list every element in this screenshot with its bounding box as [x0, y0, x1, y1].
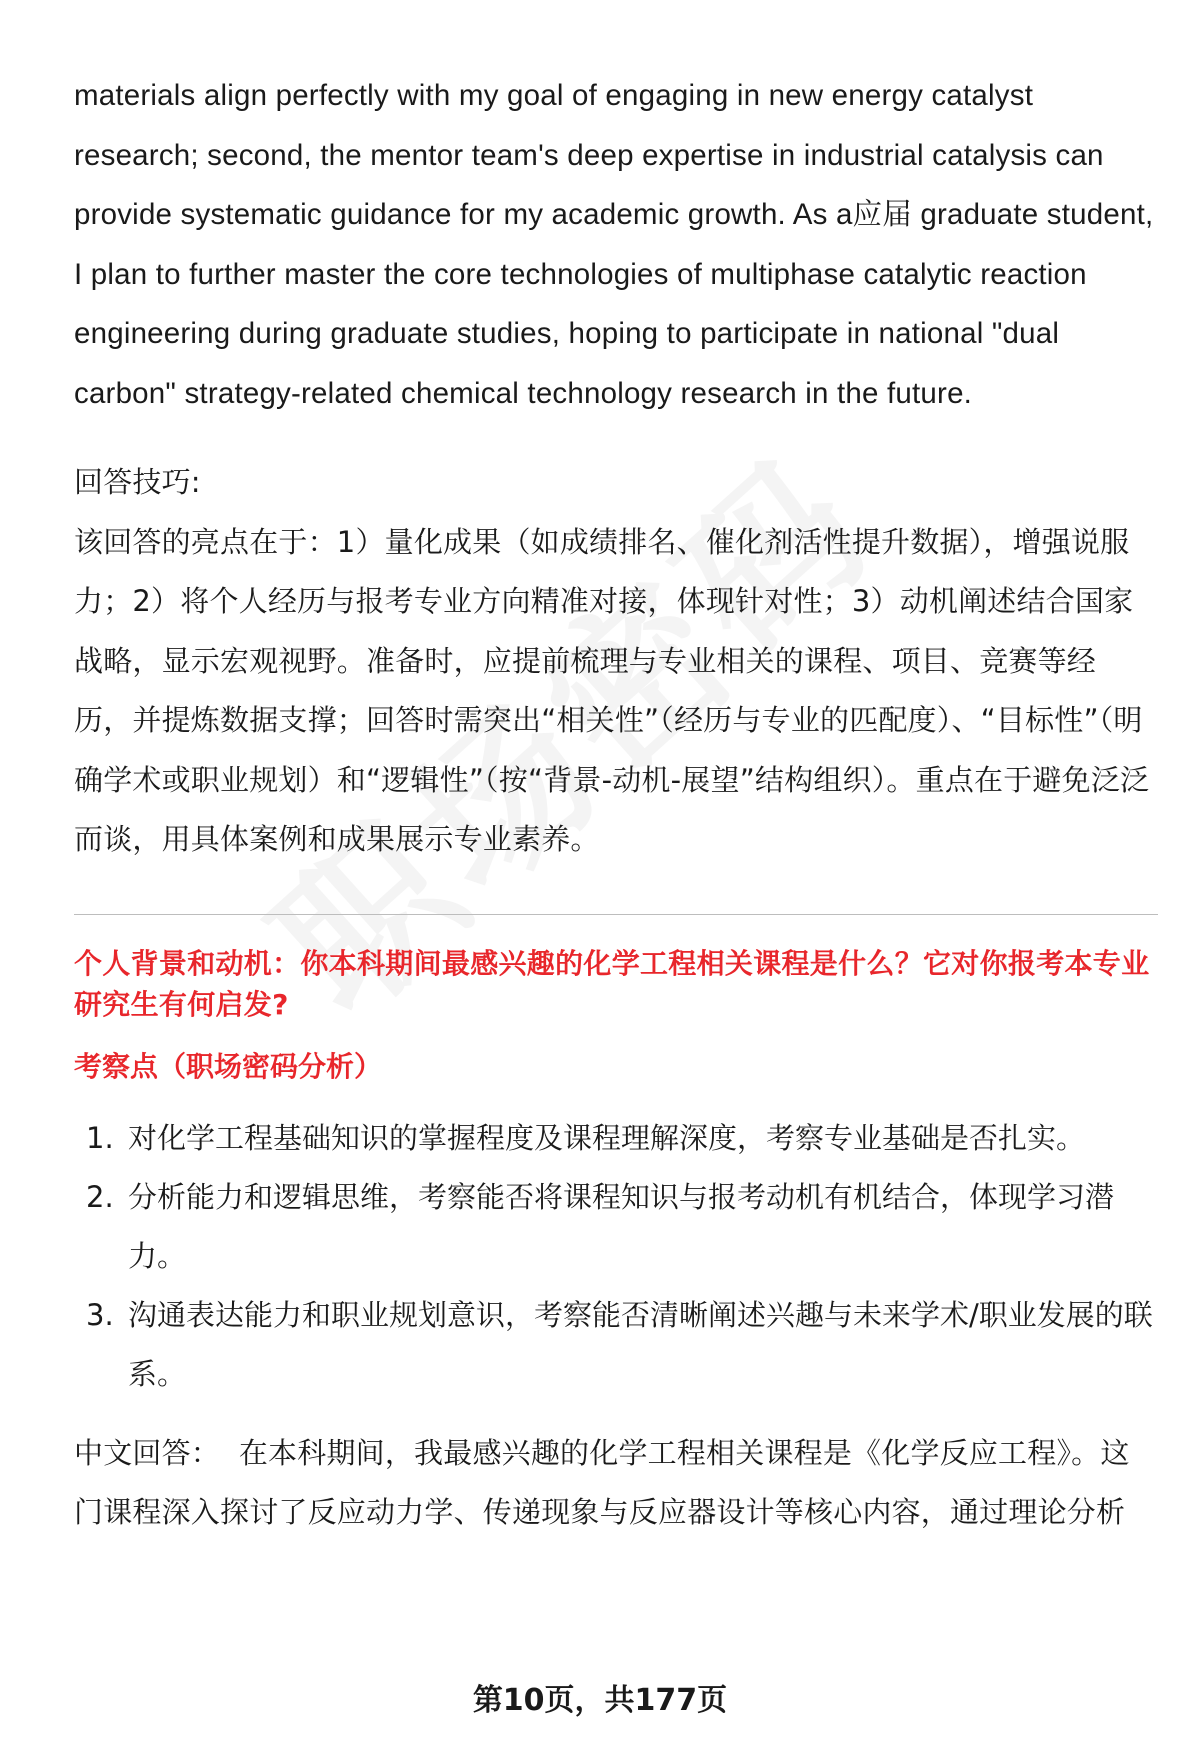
list-item-text: 沟通表达能力和职业规划意识，考察能否清晰阐述兴趣与未来学术/职业发展的联系。	[128, 1297, 1153, 1391]
answer-label: 中文回答：	[74, 1435, 221, 1470]
list-item-text: 对化学工程基础知识的掌握程度及课程理解深度，考察专业基础是否扎实。	[128, 1120, 1086, 1155]
list-item	[74, 1168, 1154, 1286]
intro-paragraph: materials align perfectly with my goal of engaging in new energy catalyst research; second, the mentor team's deep expertise in industrial catalysis can provide systematic guidance for my academic growth. As a应届 graduate student, I plan to further master the core technologies of multiphase catalytic reaction engineering during graduate studies, hoping to participate in national "dual carbon" strategy-related chemical technology research in the future.	[74, 79, 1154, 410]
question-heading: 个人背景和动机：你本科期间最感兴趣的化学工程相关课程是什么？它对你报考本专业研究生有何启发?	[74, 946, 1150, 1021]
list-item	[74, 1286, 1154, 1404]
assessment-list	[74, 1109, 1154, 1404]
tips-body: 该回答的亮点在于：1）量化成果（如成绩排名、催化剂活性提升数据），增强说服力；2）将个人经历与报考专业方向精准对接，体现针对性；3）动机阐述结合国家战略，显示宏观视野。准备时，应提前梳理与专业相关的课程、项目、竞赛等经历，并提炼数据支撑；回答时需突出“相关性”（经历与专业的匹配度）、“目标性”（明确学术或职业规划）和“逻辑性”（按“背景-动机-展望”结构组织）。重点在于避免泛泛而谈，用具体案例和成果展示专业素养。	[74, 524, 1150, 856]
list-item-number: 3.	[86, 1297, 114, 1332]
section-divider	[74, 914, 1158, 915]
answer-text: 在本科期间，我最感兴趣的化学工程相关课程是《化学反应工程》。这门课程深入探讨了反应动力学、传递现象与反应器设计等核心内容，通过理论分析	[74, 1435, 1130, 1529]
list-item	[74, 1109, 1154, 1168]
page-indicator: 第10页，共177页	[472, 1683, 728, 1718]
tips-label: 回答技巧:	[74, 465, 201, 499]
document-page	[74, 66, 1154, 1543]
assessment-title: 考察点（职场密码分析）	[74, 1049, 383, 1083]
list-item-number: 1.	[86, 1120, 114, 1155]
answer-paragraph	[74, 1424, 1154, 1543]
list-item-text: 分析能力和逻辑思维，考察能否将课程知识与报考动机有机结合，体现学习潜力。	[128, 1179, 1115, 1273]
list-item-number: 2.	[86, 1179, 114, 1214]
